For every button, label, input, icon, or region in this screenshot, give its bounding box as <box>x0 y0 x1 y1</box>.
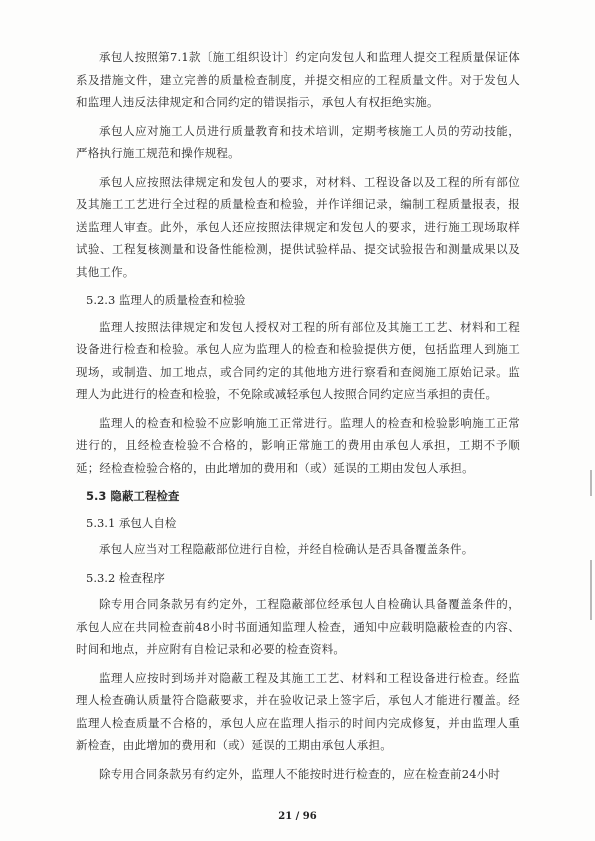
section-heading-5-2-3: 5.2.3 监理人的质量检查和检验 <box>86 293 246 307</box>
paragraph-inspection-impact: 监理人的检查和检验不应影响施工正常进行。监理人的检查和检验影响施工正常进行的，且经检查检验不合格的，影响正常施工的费用由承包人承担，工期不予顺延；经检查检验合格的，由此增加的费用和（或）延误的工期由发包人承担。 <box>76 415 520 475</box>
paragraph-self-inspection: 承包人应当对工程隐蔽部位进行自检，并经自检确认是否具备覆盖条件。 <box>99 542 474 556</box>
section-heading-5-3-1: 5.3.1 承包人自检 <box>86 515 177 530</box>
paragraph-supervisor-inspection: 监理人按照法律规定和发包人授权对工程的所有部位及其施工工艺、材料和工程设备进行检查和检验。承包人应为监理人的检查和检验提供方便，包括监理人到施工现场，或制造、加工地点，或合同约定的其他地方进行察看和查阅施工原始记录。监理人为此进行的检查和检验，不免除或减轻承包人按照合同约定应当承担的责任。 <box>76 319 520 401</box>
page-number: 21 / 96 <box>278 811 317 822</box>
section-heading-5-3-2: 5.3.2 检查程序 <box>86 570 165 585</box>
document-body <box>76 46 520 791</box>
scan-edge-mark <box>590 470 592 496</box>
scan-edge-mark <box>590 560 592 620</box>
paragraph-quality-assurance: 承包人按照第7.1款〔施工组织设计〕约定向发包人和监理人提交工程质量保证体系及措施文件，建立完善的质量检查制度，并提交相应的工程质量文件。对于发包人和监理人违反法律规定和合同约定的错误指示，承包人有权拒绝实施。 <box>76 50 520 109</box>
paragraph-inspection-procedure: 除专用合同条款另有约定外，工程隐蔽部位经承包人自检确认具备覆盖条件的，承包人应在共同检查前48小时书面通知监理人检查，通知中应载明隐蔽检查的内容、时间和地点，并应附有自检记录和必要的检查资料。 <box>76 597 520 656</box>
paragraph-training: 承包人应对施工人员进行质量教育和技术培训，定期考核施工人员的劳动技能，严格执行施工规范和操作规程。 <box>76 123 520 160</box>
paragraph-inspection-records: 承包人应按照法律规定和发包人的要求，对材料、工程设备以及工程的所有部位及其施工工艺进行全过程的质量检查和检验，并作详细记录，编制工程质量报表，报送监理人审查。此外，承包人还应按照法律规定和发包人的要求，进行施工现场取样试验、工程复核测量和设备性能检测，提供试验样品、提交试验报告和测量成果以及其他工作。 <box>76 174 520 279</box>
section-heading-5-3: 5.3 隐蔽工程检查 <box>86 489 180 503</box>
paragraph-late-inspection: 除专用合同条款另有约定外，监理人不能按时进行检查的，应在检查前24小时 <box>99 766 501 781</box>
paragraph-covering-approval: 监理人应按时到场并对隐蔽工程及其施工工艺、材料和工程设备进行检查。经监理人检查确认质量符合隐蔽要求，并在验收记录上签字后，承包人才能进行覆盖。经监理人检查质量不合格的，承包人应在监理人指示的时间内完成修复，并由监理人重新检查，由此增加的费用和（或）延误的工期由承包人承担。 <box>76 670 520 752</box>
